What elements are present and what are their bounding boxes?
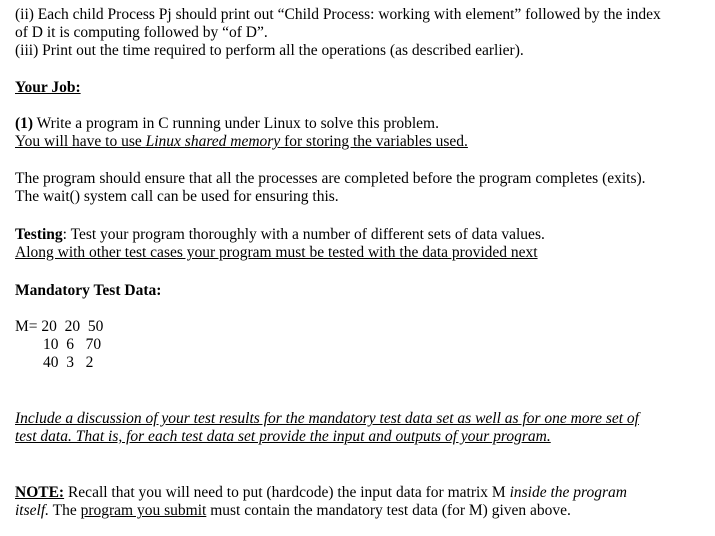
processes-line-1: The program should ensure that all the processes are completed before the program completes (exits). <box>15 170 646 187</box>
req-part-c: for storing the variables used. <box>280 133 468 150</box>
shared-memory-requirement <box>15 133 468 151</box>
task-1-text: Write a program in C running under Linux to solve this problem. <box>33 115 439 132</box>
matrix-row-3: 40 3 2 <box>43 354 94 371</box>
intro-line-3: (iii) Print out the time required to perform all the operations (as described earlier). <box>15 42 524 59</box>
discussion-line-2: test data. That is, for each test data set provide the input and outputs of your program. <box>15 428 551 445</box>
intro-line-1: (ii) Each child Process Pj should print out “Child Process: working with element” followed by the index <box>15 6 661 23</box>
processes-line-2: The wait() system call can be used for ensuring this. <box>15 188 339 205</box>
task-1-line <box>15 115 439 133</box>
task-1-number: (1) <box>15 115 34 132</box>
note-itself: itself. <box>15 502 50 519</box>
intro-line-2: of D it is computing followed by “of D”. <box>15 24 268 41</box>
note-text-a: Recall that you will need to put (hardcode) the input data for matrix M <box>64 484 510 501</box>
note-line-1 <box>15 484 627 502</box>
testing-text: : Test your program thoroughly with a number of different sets of data values. <box>62 226 545 243</box>
note-line2-b: The <box>49 502 81 519</box>
note-label: NOTE: <box>15 484 65 501</box>
note-program-submit: program you submit <box>80 502 207 519</box>
matrix-row-1: M= 20 20 50 <box>15 318 104 335</box>
testing-label: Testing <box>15 226 63 243</box>
req-part-a: You will have to use <box>15 133 146 150</box>
note-line2-d: must contain the mandatory test data (for M) given above. <box>206 502 571 519</box>
discussion-line-1: Include a discussion of your test results for the mandatory test data set as well as for one more set of <box>15 410 639 427</box>
req-part-b: Linux shared memory <box>145 133 281 150</box>
mandatory-heading: Mandatory Test Data: <box>15 282 162 299</box>
testing-line-1 <box>15 226 545 244</box>
note-text-b: inside the program <box>509 484 627 501</box>
testing-line-2: Along with other test cases your program must be tested with the data provided next <box>15 244 538 261</box>
note-line-2 <box>15 502 571 520</box>
matrix-row-2: 10 6 70 <box>43 336 102 353</box>
your-job-heading: Your Job: <box>15 79 81 96</box>
